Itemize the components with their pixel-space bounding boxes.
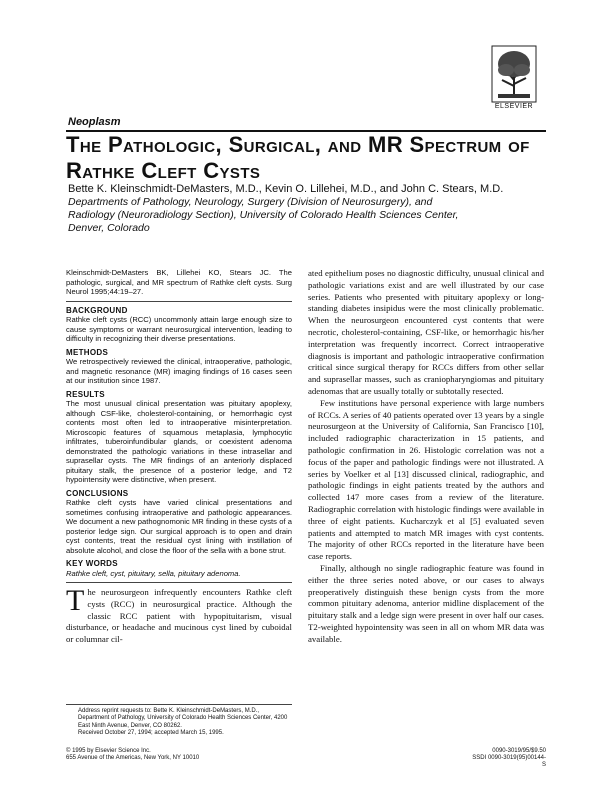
- key-words: Rathke cleft, cyst, pituitary, sella, pituitary adenoma.: [66, 568, 241, 578]
- author-list: Bette K. Kleinschmidt-DeMasters, M.D., Kevin O. Lillehei, M.D., and John C. Stears, M.D.: [68, 183, 504, 195]
- divider: [66, 301, 292, 302]
- affiliation: [68, 196, 538, 235]
- affiliation-line: Departments of Pathology, Neurology, Surgery (Division of Neurosurgery), and: [68, 196, 433, 208]
- citation: Kleinschmidt-DeMasters BK, Lillehei KO, Stears JC. The pathologic, surgical, and MR spectrum of Rathke cleft cysts. Surg Neurol 1995;44:19–27.: [66, 268, 292, 296]
- body-paragraph: Finally, although no single radiographic feature was found in either the three series noted above, or our cases to always preoperatively distinguish these benign cysts from the more common pituitary adenoma, anterior midline displacement of the pituitary stalk and a ledge sign were present in over half our cases. T2-weighted hypointensity was seen in all on whom MR data was available.: [308, 562, 544, 644]
- footnote-address: Address reprint requests to: Bette K. Kleinschmidt-DeMasters, M.D., Department of Pathology, University of Colorado Health Sciences Center, 4200 East Ninth Avenue, Denver, CO 80262.: [78, 708, 288, 729]
- issn-info: [470, 748, 546, 770]
- divider: [66, 582, 292, 583]
- key-words-heading: KEY WORDS: [66, 559, 118, 568]
- section-label: Neoplasm: [68, 116, 121, 128]
- left-column: [66, 268, 292, 646]
- footnote: [66, 700, 292, 738]
- abstract-text: The most unusual clinical presentation was pituitary apoplexy, although CSF-like, cholesterol-containing, or hemorrhagic cyst contents most often led to intraoperative misinterpretation. Microscopic features of squamous metaplasia, lymphocytic infiltrates, tuberoinfundibular glands, or coexistent adenoma demonstrated the pathologic variations in these intrasellar and suprasellar cysts. The MR findings of an anteriorly displaced pituitary stalk, the presence of a posterior ledge, and T2 hypointensity were distinctive, when present.: [66, 399, 292, 484]
- abstract-heading: BACKGROUND: [66, 305, 128, 315]
- divider: [66, 704, 292, 705]
- article-title: The Pathologic, Surgical, and MR Spectrum of Rathke Cleft Cysts: [66, 132, 530, 183]
- elsevier-tree-icon: [488, 44, 540, 106]
- abstract-heading: CONCLUSIONS: [66, 488, 129, 498]
- affiliation-line: Radiology (Neuroradiology Section), University of Colorado Health Sciences Center,: [68, 209, 459, 221]
- footnote-received: Received October 27, 1994; accepted March 15, 1995.: [78, 730, 224, 737]
- right-column: [308, 268, 544, 646]
- body-paragraph: ated epithelium poses no diagnostic difficulty, unusual clinical and pathologic variations exist and are well illustrated by our case series. Patients who presented with pituitary apoplexy or long-standing diabetes insipidus were the most clinically problematic. When the neurosurgeon encountered cyst contents that were necrotic, cholesterol-containing, CSF-like, or hemorrhagic his/her interpretation was frequently incorrect. Correct intraoperative diagnosis is important and pathologic intraoperative confirmation critical since surgical therapy for RCCs differs from other sellar and suprasellar masses, such as craniopharyngiomas and pituitary adenomas that are usually totally or subtotally resected.: [308, 268, 544, 396]
- affiliation-line: Denver, Colorado: [68, 222, 150, 234]
- body-paragraph: Few institutions have personal experience with large numbers of RCCs. A series of 40 patients operated over 13 years by a single neurosurgeon at the University of California, San Francisco [10], included radiographic characterization in 15 patients, and pathologic confirmation in 26. Histologic correlation was not a focus of the paper and pathologic findings were not illustrated. A series by Voelker et al [13] discussed clinical, radiographic, and pathologic findings in eight patients treated by the authors and collected 147 more cases from a review of the literature. Radiographic correlation with histologic findings were available in three of eight patients. Kucharczyk et al [5] evaluated seven patients and attempted to match MR images with cyst contents. The majority of other RCCs reported in the literature have been case reports.: [308, 397, 544, 562]
- abstract-text: Rathke cleft cysts (RCC) uncommonly attain large enough size to cause symptoms or warrant neurosurgical intervention, leading to difficulty in recognizing their diverse presentations.: [66, 315, 292, 343]
- publisher-name: ELSEVIER: [494, 103, 534, 110]
- drop-cap: T: [66, 584, 85, 617]
- introduction-paragraph: [66, 584, 292, 646]
- abstract-text: Rathke cleft cysts have varied clinical presentations and sometimes confusing intraoperative and pathologic appearances. We document a new pathognomonic MR finding in these cysts of a posterior ledge sign. Our surgical approach is to open and drain cyst contents, treat the residual cyst lining with instillation of absolute alcohol, and close the floor of the sella with a bone strut.: [66, 498, 292, 555]
- introduction-text: he neurosurgeon infrequently encounters Rathke cleft cysts (RCC) in neurosurgical practice. Although the classic RCC patient with hypopituitarism, visual disturbance, or headache and mucinous cyst lined by cuboidal or columnar cil-: [66, 587, 292, 645]
- abstract-heading: METHODS: [66, 347, 109, 357]
- issn-line: 0090-3019/95/$9.50: [492, 748, 546, 754]
- elsevier-logo: [488, 44, 540, 106]
- abstract-text: We retrospectively reviewed the clinical, intraoperative, pathologic, and magnetic resonance (MR) imaging findings of 16 cases seen at our institution since 1987.: [66, 357, 292, 385]
- abstract-heading: RESULTS: [66, 389, 105, 399]
- publisher-address: 655 Avenue of the Americas, New York, NY 10010: [66, 755, 200, 762]
- ssdi-line: SSDI 0090-3019(95)00144-S: [472, 755, 546, 769]
- publisher-info: [66, 748, 292, 762]
- copyright-line: © 1995 by Elsevier Science Inc.: [66, 748, 151, 754]
